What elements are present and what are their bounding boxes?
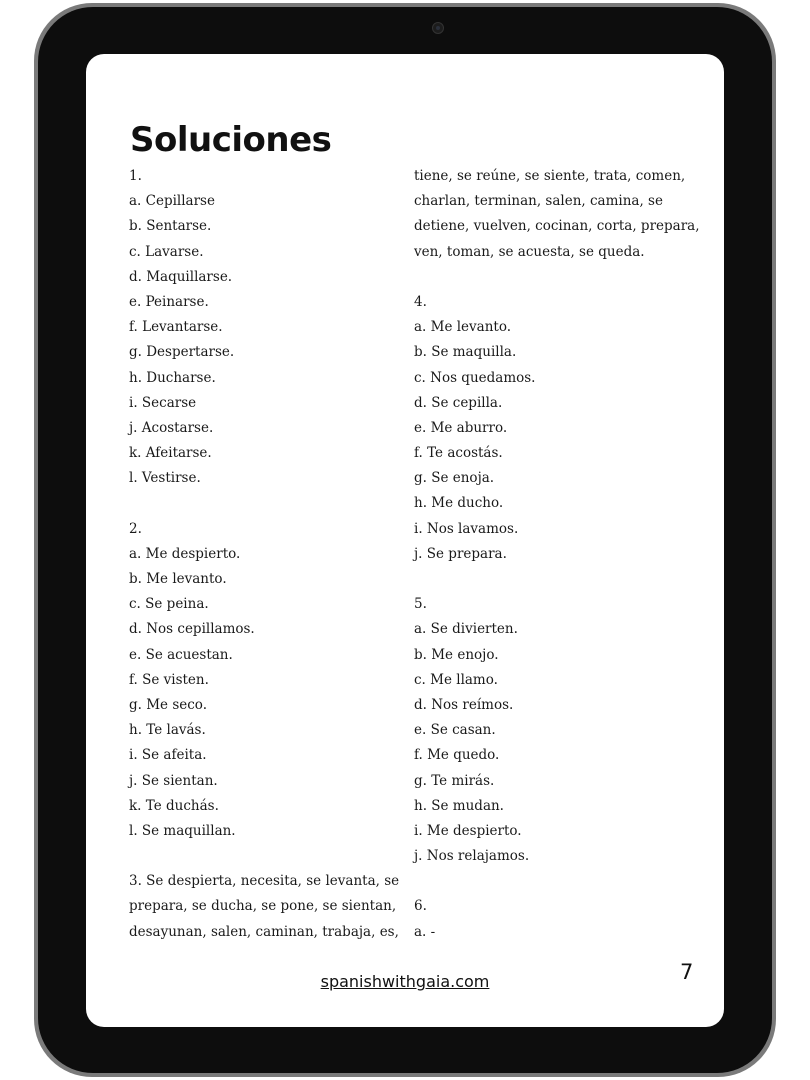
answer-line: h. Se mudan. [414, 797, 504, 814]
answer-line: i. Nos lavamos. [414, 520, 519, 537]
section-2-number: 2. [129, 520, 142, 537]
answer-line: a. Me despierto. [129, 545, 241, 562]
answer-line: c. Nos quedamos. [414, 369, 536, 386]
answer-line: d. Maquillarse. [129, 268, 233, 285]
right-column [414, 164, 700, 945]
answer-line: a. - [414, 923, 436, 940]
answer-line: e. Se acuestan. [129, 646, 233, 663]
answer-line: i. Se afeita. [129, 747, 207, 764]
section-4-number: 4. [414, 293, 427, 310]
answer-line: k. Te duchás. [129, 797, 219, 814]
answer-line: e. Peinarse. [129, 293, 209, 310]
page-number: 7 [680, 960, 694, 984]
answer-line: h. Te lavás. [129, 722, 206, 739]
section-6-number: 6. [414, 898, 427, 915]
section-3-text-line: tiene, se reúne, se siente, trata, comen, [414, 168, 686, 184]
left-column [129, 164, 399, 945]
page-title: Soluciones [130, 120, 332, 160]
section-3-text-line: ven, toman, se acuesta, se queda. [414, 243, 645, 260]
answer-line: h. Ducharse. [129, 369, 216, 386]
answer-line: c. Lavarse. [129, 243, 204, 260]
answer-line: i. Secarse [129, 394, 197, 411]
answer-line: a. Se divierten. [414, 621, 518, 638]
section-3-text-line: 3. Se despierta, necesita, se levanta, se [129, 873, 400, 890]
answer-line: j. Acostarse. [129, 419, 214, 436]
answer-line: a. Cepillarse [129, 193, 215, 210]
section-3-text-line: charlan, terminan, salen, camina, se [414, 193, 663, 210]
answer-line: f. Te acostás. [414, 445, 503, 462]
section-gap [414, 265, 684, 290]
answer-line: b. Me enojo. [414, 646, 499, 663]
answer-line: d. Nos cepillamos. [129, 621, 255, 638]
answer-line: b. Sentarse. [129, 218, 212, 235]
answer-line: j. Nos relajamos. [414, 848, 530, 865]
answer-line: e. Se casan. [414, 722, 496, 739]
answer-line: g. Se enoja. [414, 470, 495, 487]
answer-line: g. Te mirás. [414, 772, 495, 789]
answer-line: j. Se prepara. [414, 545, 507, 562]
answer-line: c. Me llamo. [414, 671, 498, 688]
answer-line: a. Me levanto. [414, 319, 512, 336]
answer-line: f. Me quedo. [414, 747, 500, 764]
front-camera [432, 22, 444, 34]
answer-line: f. Levantarse. [129, 319, 223, 336]
answer-line: i. Me despierto. [414, 822, 522, 839]
tablet-screen [86, 54, 724, 1027]
answer-line: l. Vestirse. [129, 470, 201, 487]
answer-line: k. Afeitarse. [129, 445, 212, 462]
section-gap [414, 869, 684, 894]
answer-line: d. Se cepilla. [414, 394, 503, 411]
section-gap [414, 567, 684, 592]
answer-line: c. Se peina. [129, 596, 209, 613]
section-1-number: 1. [129, 168, 142, 184]
answer-line: e. Me aburro. [414, 419, 508, 436]
section-gap [129, 844, 399, 869]
answer-line: d. Nos reímos. [414, 696, 514, 713]
section-3-text-line: desayunan, salen, caminan, trabaja, es, [129, 923, 399, 940]
answer-line: l. Se maquillan. [129, 822, 236, 839]
answer-line: f. Se visten. [129, 671, 209, 688]
section-3-text-line: detiene, vuelven, cocinan, corta, prepara, [414, 218, 700, 235]
answer-line: h. Me ducho. [414, 495, 504, 512]
answer-line: j. Se sientan. [129, 772, 218, 789]
answer-line: b. Me levanto. [129, 571, 227, 587]
answer-line: g. Me seco. [129, 696, 207, 713]
answer-line: b. Se maquilla. [414, 344, 517, 361]
section-5-number: 5. [414, 596, 427, 613]
section-3-text-line: prepara, se ducha, se pone, se sientan, [129, 898, 397, 915]
website-link[interactable]: spanishwithgaia.com [320, 972, 490, 991]
section-gap [129, 491, 399, 516]
answer-line: g. Despertarse. [129, 344, 235, 361]
